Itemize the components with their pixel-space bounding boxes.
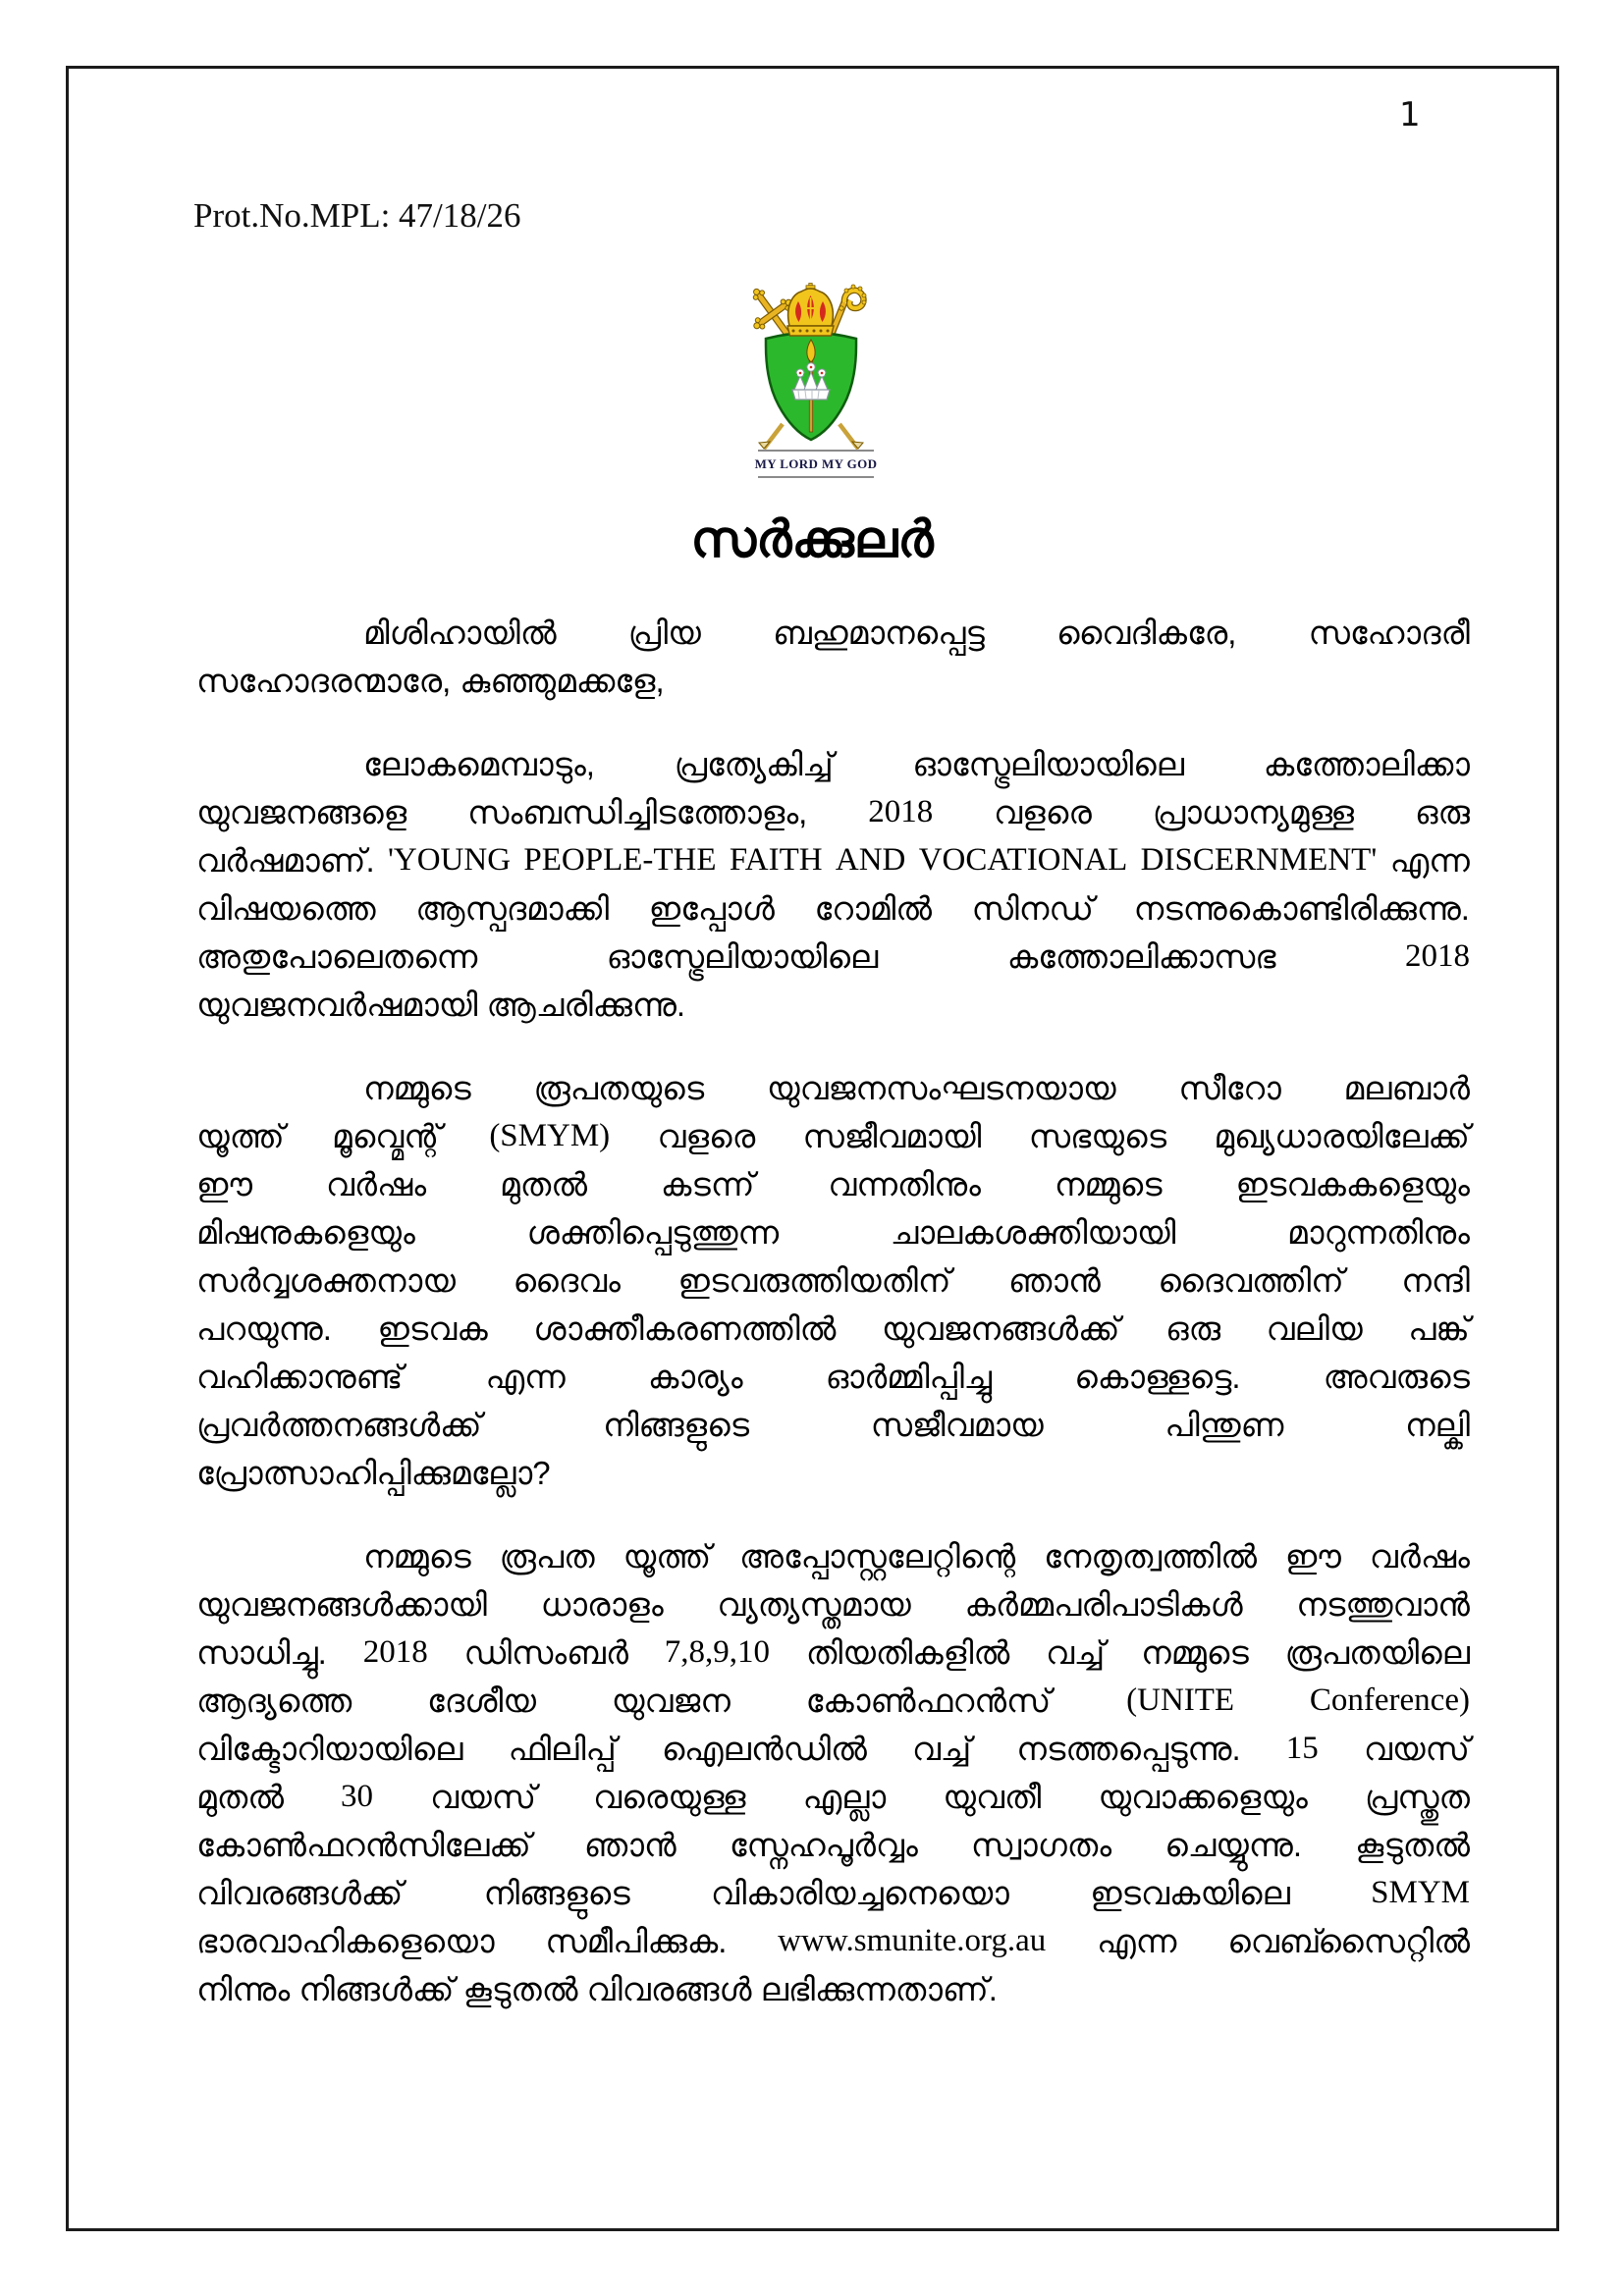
- text-line: യുവജനവർഷമായി ആചരിക്കുന്നു.: [196, 987, 686, 1023]
- paragraph: [196, 609, 1470, 705]
- mitre-crown: [787, 284, 834, 337]
- text-line: വഹിക്കാനുണ്ട് എന്ന കാര്യം ഓർമ്മിപ്പിച്ചു കൊള്ളട്ടെ. അവരുടെ: [196, 1359, 1470, 1395]
- document-body: [196, 609, 1470, 2049]
- text-line: നിന്നും നിങ്ങൾക്ക് കൂടുതൽ വിവരങ്ങൾ ലഭിക്കുന്നതാണ്.: [196, 1971, 998, 2007]
- protocol-number: Prot.No.MPL: 47/18/26: [193, 196, 521, 235]
- text-line: പറയുന്നു. ഇടവക ശാക്തീകരണത്തിൽ യുവജനങ്ങൾക്ക് ഒരു വലിയ പങ്ക്: [196, 1310, 1470, 1347]
- text-line: യുവജനങ്ങൾക്കായി ധാരാളം വ്യത്യസ്തമായ കർമ്മപരിപാടികൾ നടത്തുവാൻ: [196, 1586, 1470, 1623]
- text-line: സാധിച്ചു. 2018 ഡിസംബർ 7,8,9,10 തിയതികളിൽ വച്ച് നമ്മുടെ രൂപതയിലെ: [196, 1634, 1470, 1671]
- text-line: ഈ വർഷം മുതൽ കടന്ന് വന്നതിനും നമ്മുടെ ഇടവകകളെയും: [196, 1166, 1470, 1202]
- text-line: കോൺഫറൻസിലേക്ക് ഞാൻ സ്നേഹപൂർവ്വം സ്വാഗതം ചെയ്യുന്നു. കൂടുതൽ: [196, 1827, 1470, 1863]
- text-line: വിഷയത്തെ ആസ്പദമാക്കി ഇപ്പോൾ റോമിൽ സിനഡ് നടന്നുകൊണ്ടിരിക്കുന്നു.: [196, 890, 1470, 927]
- text-line: യുവജനങ്ങളെ സംബന്ധിച്ചിടത്തോളം, 2018 വളരെ പ്രാധാന്യമുള്ള ഒരു: [196, 794, 1470, 830]
- text-line: സർവ്വശക്തനായ ദൈവം ഇടവരുത്തിയതിന് ഞാൻ ദൈവത്തിന് നന്ദി: [196, 1262, 1470, 1299]
- text-line: നമ്മുടെ രൂപത യൂത്ത് അപ്പോസ്റ്റലേറ്റിന്റെ നേതൃത്വത്തിൽ ഈ വർഷം: [363, 1538, 1470, 1575]
- text-line: സഹോദരന്മാരേ, കുഞ്ഞുമക്കളേ,: [196, 663, 665, 699]
- text-line: ആദ്യത്തെ ദേശീയ യുവജന കോൺഫറൻസ് (UNITE Conference): [196, 1682, 1470, 1719]
- paragraph: [196, 740, 1470, 1029]
- text-line: വർഷമാണ്. 'YOUNG PEOPLE-THE FAITH AND VOCATIONAL DISCERNMENT' എന്ന: [196, 842, 1470, 879]
- text-line: അതുപോലെതന്നെ ഓസ്ട്രേലിയായിലെ കത്തോലിക്കാസഭ 2018: [196, 938, 1470, 975]
- paragraph: [196, 1064, 1470, 1497]
- text-line: വിക്ടോറിയായിലെ ഫിലിപ്പ് ഐലൻഡിൽ വച്ച് നടത്തപ്പെടുന്നു. 15 വയസ്: [196, 1731, 1470, 1767]
- coat-of-arms-motto: MY LORD MY GOD: [758, 450, 874, 478]
- text-line: യൂത്ത് മൂവ്മെന്റ് (SMYM) വളരെ സജീവമായി സഭയുടെ മുഖ്യധാരയിലേക്ക്: [196, 1118, 1470, 1154]
- page-number: 1: [1399, 95, 1421, 134]
- diocese-coat-of-arms: [749, 283, 875, 454]
- text-line: ഭാരവാഹികളെയൊ സമീപിക്കുക. www.smunite.org.au എന്ന വെബ്സൈറ്റിൽ: [196, 1923, 1470, 1959]
- text-line: മുതൽ 30 വയസ് വരെയുള്ള എല്ലാ യുവതീ യുവാക്കളെയും പ്രസ്തുത: [196, 1779, 1470, 1815]
- text-line: മിശിഹായിൽ പ്രിയ ബഹുമാനപ്പെട്ട വൈദികരേ, സഹോദരീ: [363, 614, 1470, 651]
- text-line: വിവരങ്ങൾക്ക് നിങ്ങളുടെ വികാരിയച്ചനെയൊ ഇടവകയിലെ SMYM: [196, 1875, 1470, 1911]
- text-line: പ്രോത്സാഹിപ്പിക്കുമല്ലോ?: [196, 1455, 551, 1491]
- text-line: പ്രവർത്തനങ്ങൾക്ക് നിങ്ങളുടെ സജീവമായ പിന്തുണ നല്കി: [196, 1407, 1470, 1443]
- document-title: സർക്കുലർ: [690, 511, 934, 568]
- text-line: ലോകമെമ്പാടും, പ്രത്യേകിച്ച് ഓസ്ട്രേലിയായിലെ കത്തോലിക്കാ: [363, 746, 1470, 782]
- text-line: നമ്മുടെ രൂപതയുടെ യുവജനസംഘടനയായ സീറോ മലബാർ: [363, 1070, 1470, 1106]
- paragraph: [196, 1532, 1470, 2013]
- text-line: മിഷനുകളെയും ശക്തിപ്പെടുത്തുന്ന ചാലകശക്തിയായി മാറുന്നതിനും: [196, 1214, 1470, 1251]
